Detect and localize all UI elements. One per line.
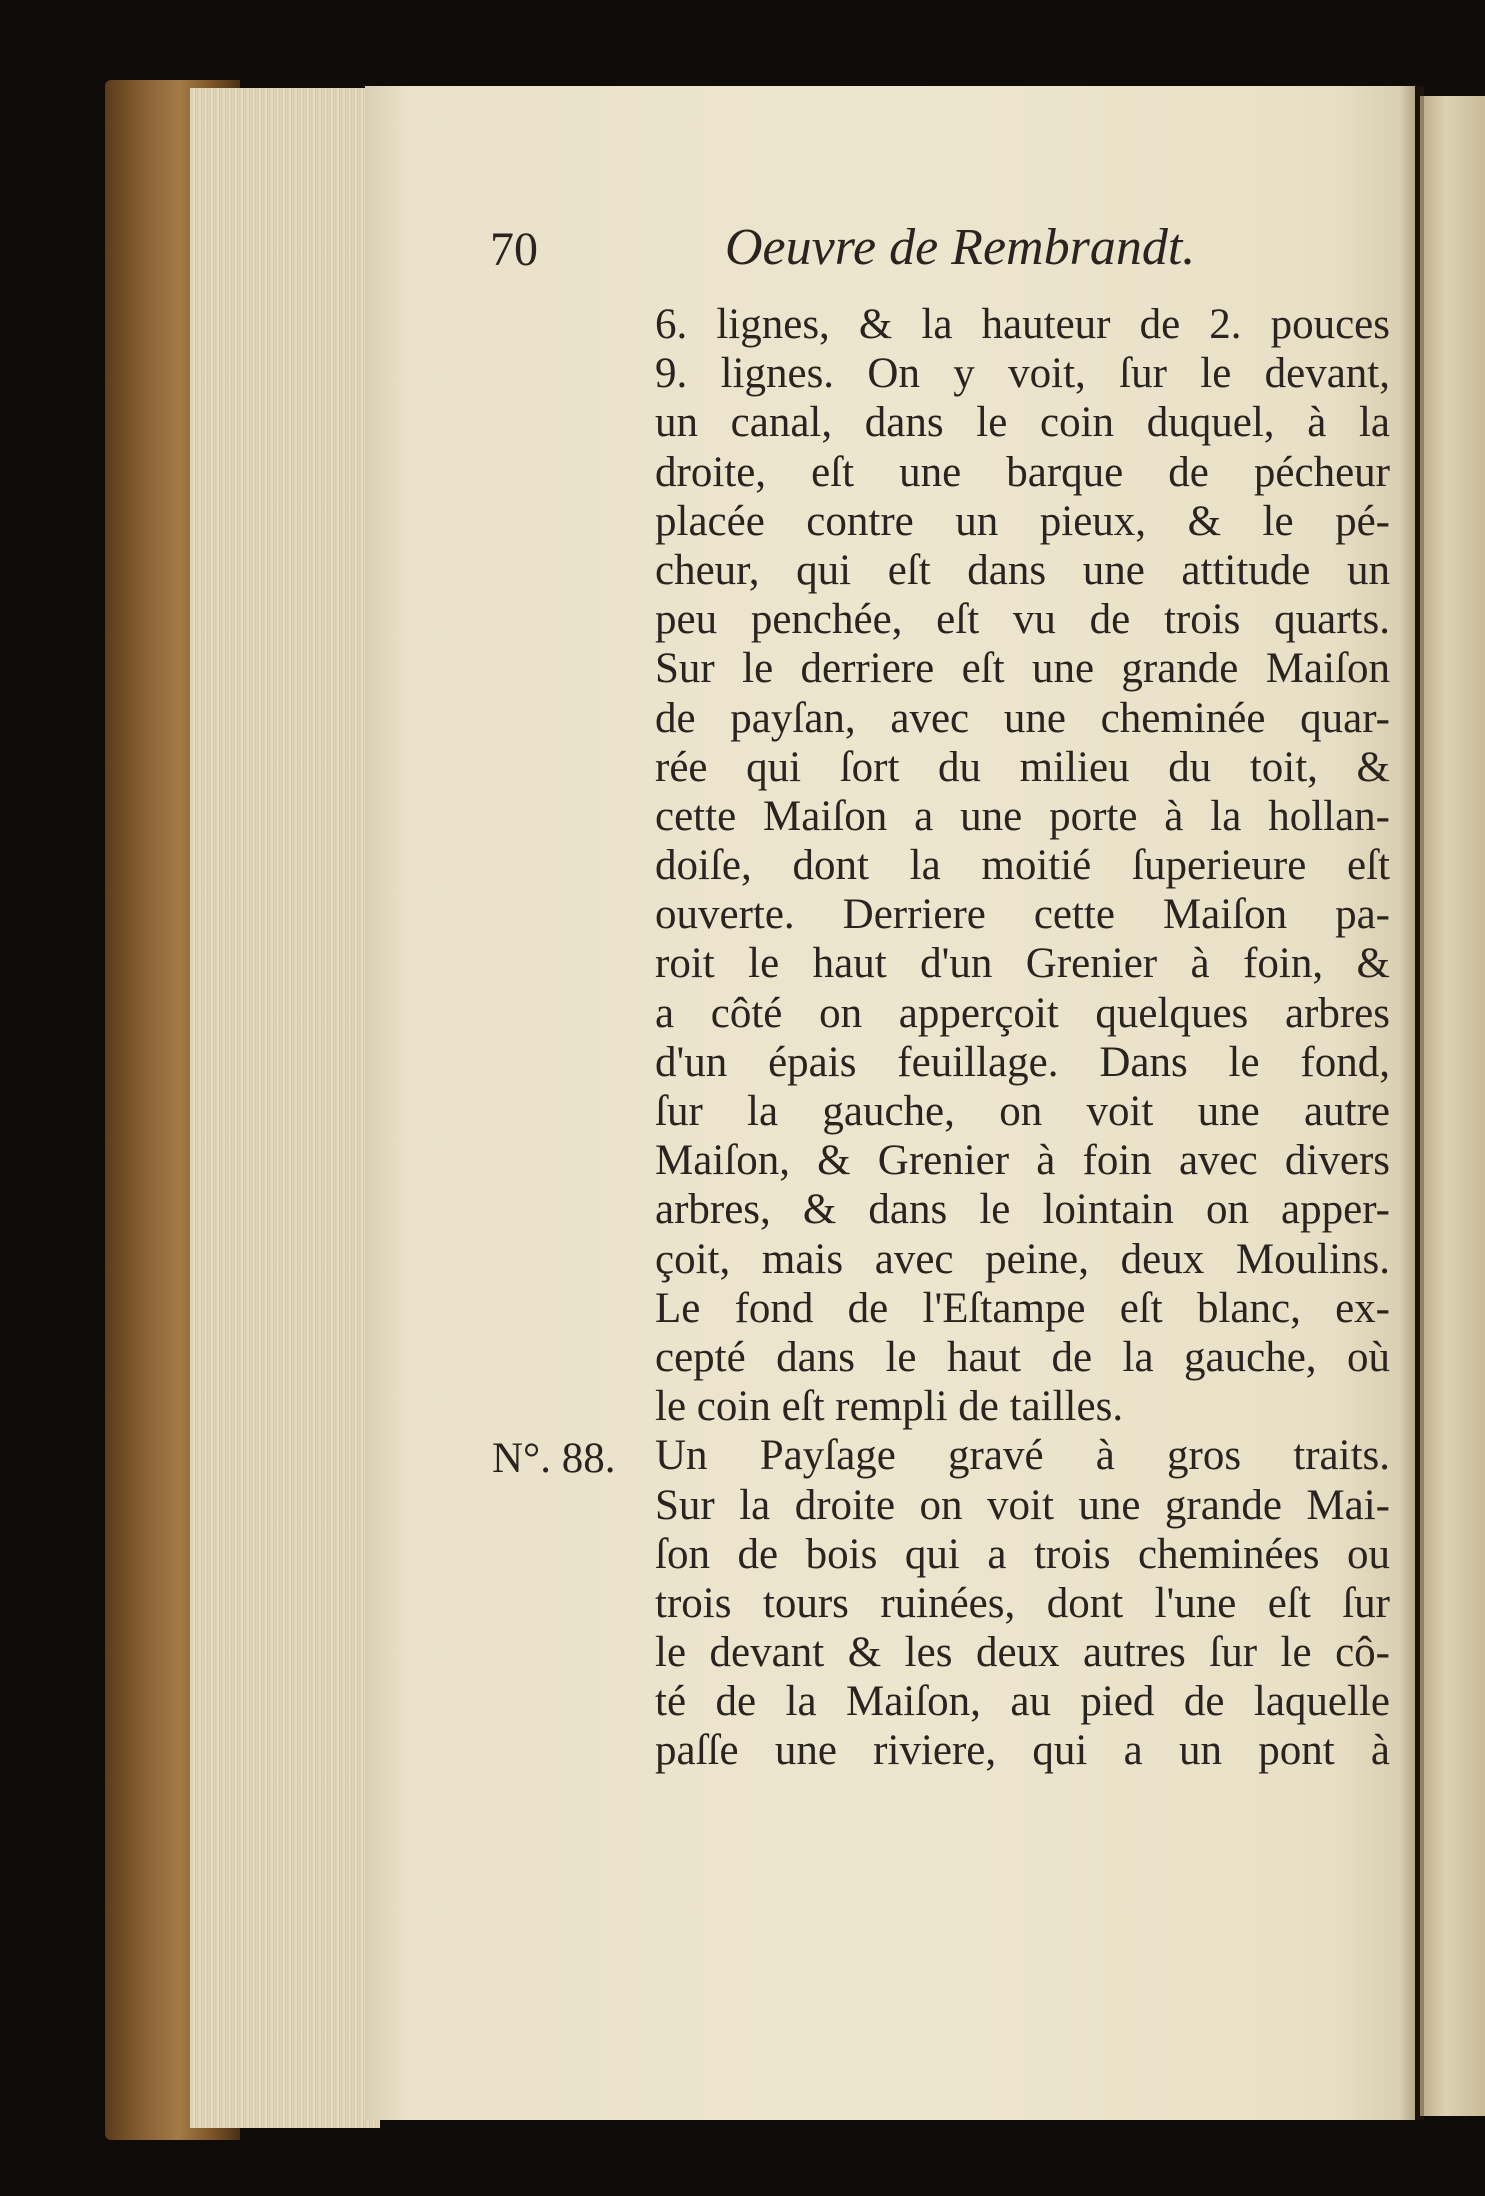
page-edges	[190, 88, 380, 2128]
text-line: rée qui ſort du milieu du toit, &	[655, 743, 1390, 791]
text-line: cepté dans le haut de la gauche, où	[655, 1333, 1390, 1381]
text-line: le coin eſt rempli de tailles.	[655, 1383, 1124, 1431]
text-line: un canal, dans le coin duquel, à la	[655, 399, 1390, 447]
text-line: cette Maiſon a une porte à la hollan-	[655, 792, 1390, 840]
running-title: Oeuvre de Rembrandt.	[725, 219, 1196, 276]
text-line: paſſe une riviere, qui a un pont à	[655, 1727, 1390, 1775]
text-line: Un Payſage gravé à gros traits.	[655, 1432, 1390, 1480]
text-line: le devant & les deux autres ſur le cô-	[655, 1629, 1390, 1677]
text-line: Sur le derriere eſt une grande Maiſon	[655, 645, 1390, 693]
text-line: 6. lignes, & la hauteur de 2. pouces	[655, 301, 1390, 348]
text-line: droite, eſt une barque de pécheur	[655, 448, 1390, 496]
body-text	[655, 300, 1390, 1776]
text-line: doiſe, dont la moitié ſuperieure eſt	[655, 842, 1390, 890]
text-line: 9. lignes. On y voit, ſur le devant,	[655, 350, 1390, 398]
text-line: peu penchée, eſt vu de trois quarts.	[655, 596, 1390, 644]
page-number: 70	[490, 223, 538, 276]
text-line: a côté on apperçoit quelques arbres	[655, 989, 1390, 1037]
text-line: arbres, & dans le lointain on apper-	[655, 1186, 1390, 1234]
text-line: trois tours ruinées, dont l'une eſt ſur	[655, 1579, 1390, 1627]
entry-number: N°. 88.	[492, 1435, 616, 1482]
text-line: Sur la droite on voit une grande Mai-	[655, 1481, 1390, 1529]
text-line: ouverte. Derriere cette Maiſon pa-	[655, 891, 1390, 939]
text-line: de payſan, avec une cheminée quar-	[655, 694, 1390, 742]
text-line: placée contre un pieux, & le pé-	[655, 497, 1390, 545]
text-line: roit le haut d'un Grenier à foin, &	[655, 940, 1390, 988]
text-line: ſon de bois qui a trois cheminées ou	[655, 1530, 1390, 1578]
text-line: d'un épais feuillage. Dans le fond,	[655, 1038, 1390, 1086]
text-line: Maiſon, & Grenier à foin avec divers	[655, 1137, 1390, 1185]
text-line: té de la Maiſon, au pied de laquelle	[655, 1678, 1390, 1726]
opposite-page	[1420, 96, 1485, 2116]
gutter-shadow	[1400, 86, 1424, 2120]
text-line: çoit, mais avec peine, deux Moulins.	[655, 1235, 1390, 1283]
text-line: cheur, qui eſt dans une attitude un	[655, 546, 1390, 594]
text-line: Le fond de l'Eſtampe eſt blanc, ex-	[655, 1284, 1390, 1332]
text-line: ſur la gauche, on voit une autre	[655, 1088, 1390, 1135]
